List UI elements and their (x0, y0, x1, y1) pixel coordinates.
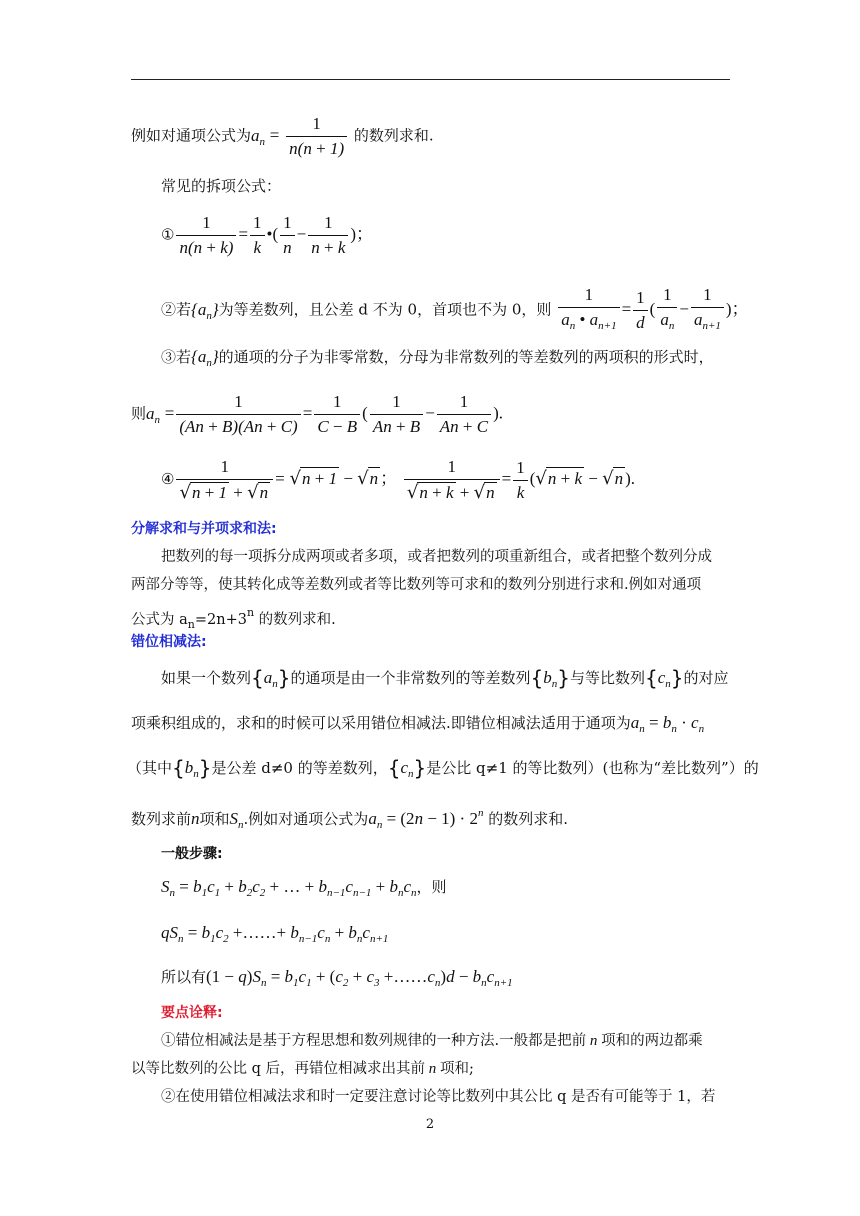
circle-mark: ④ (161, 470, 175, 488)
text: 所以有 (161, 968, 207, 986)
text: ③若 (161, 348, 192, 366)
step-2: $qS_n = b_1c_2$ +……+ $b_{n-1}c_n + b_nc_{n+1}$ (161, 923, 389, 945)
text: 的数列求和. (353, 126, 434, 145)
text: .例如对通项公式为 (243, 810, 369, 828)
common-formulas-label: 常见的拆项公式： (161, 177, 282, 195)
text: 则 (131, 404, 147, 423)
paragraph-1a: 把数列的每一项拆分成两项或者多项，或者把数列的项重新组合，或者把整个数列分成 (161, 549, 712, 565)
text: ，则 (416, 878, 447, 896)
paragraph-2b: 项乘积组成的，求和的时候可以采用错位相减法.即错位相减法适用于通项为$a_n = b_n \cdot c_n$ (131, 713, 705, 735)
text: 的数列求和. (488, 810, 569, 828)
paragraph-3a: ①错位相减法是基于方程思想和数列规律的一种方法.一般都是把前 n 项和的两边都乘 (161, 1033, 703, 1049)
text: 的通项是由一个非常数列的等差数列 (290, 669, 531, 687)
text: （其中 (127, 759, 173, 777)
paragraph-1b: 两部分等等，使其转化成等差数列或者等比数列等可求和的数列分别进行求和.例如对通项 (131, 577, 702, 593)
text: 例如对通项公式为 (131, 126, 252, 145)
text: ②若 (161, 300, 192, 319)
formula-3-condition: ③若$\{a_n\}$的通项的分子为非零常数，分母为非常数列的等差数列的两项积的形式时， (161, 347, 714, 369)
page-number: 2 (425, 1117, 435, 1132)
text: =2n+3 (194, 612, 247, 628)
text: 与等比数列 (569, 669, 645, 687)
text: 数列求前 (131, 810, 192, 828)
paragraph-2d: 数列求前n项和$S_n$.例如对通项公式为$a_n = (2n - 1) \cdot 2^n$ 的数列求和. (131, 807, 569, 831)
text: 项和 (199, 810, 230, 828)
text: 以等比数列的公比 q 后，再错位相减求出其前 (131, 1061, 425, 1077)
formula-4: ④ $\frac{1}{√n + 1 + √n}$ = √n + 1 − √n ； $\frac{1}{√n + k + √n}$ = $\frac{1}{k}$ (√n + k − √n ). (161, 457, 636, 503)
formula-2: ②若$\{a_n\}$为等差数列，且公差 d 不为 0，首项也不为 0，则 $\frac{1}{a_n • a_{n+1}}$ = $\frac{1}{d}$ ( $\frac{1}{a_n}$ − $\frac{1}{a_{n+1}}$ )； (161, 285, 761, 336)
text: ①错位相减法是基于方程思想和数列规律的一种方法.一般都是把前 (161, 1033, 587, 1049)
paragraph-2c: （其中$\{b_n\}$是公差 d≠0 的等差数列，$\{c_n\}$是公比 q≠1 的等比数列）(也称为“差比数列”）的 (127, 756, 759, 780)
text: 为等差数列，且公差 d 不为 0，首项也不为 0，则 (218, 300, 552, 319)
general-steps-heading: 一般步骤: (161, 846, 223, 862)
formula-3: 则$a_n$ = $\frac{1}{(An + B)(An + C)}$ = $\frac{1}{C - B}$ ( $\frac{1}{An + B}$ − $\frac{1}{An + C}$ ). (131, 392, 504, 436)
text: 的对应 (683, 669, 729, 687)
header-rule (131, 79, 730, 80)
text: 的通项的分子为非零常数，分母为非常数列的等差数列的两项积的形式时， (218, 348, 714, 366)
text: 是公差 d≠0 的等差数列， (211, 759, 388, 777)
formula: $a_n$ (251, 125, 266, 148)
text: 项和; (440, 1061, 474, 1077)
key-points-heading: 要点诠释: (161, 1005, 223, 1021)
text: 如果一个数列 (161, 669, 252, 687)
paragraph-1c: 公式为 $a_n=2n+3^n$ 的数列求和. (131, 606, 336, 631)
example-line: 例如对通项公式为$a_n$ = $\frac{1}{n(n + 1)}$ 的数列求和. (131, 114, 434, 158)
section-heading-decompose: 分解求和与并项求和法: (131, 521, 277, 537)
text: 项乘积组成的，求和的时候可以采用错位相减法.即错位相减法适用于通项为 (131, 714, 631, 732)
paragraph-3c: ②在使用错位相减法求和时一定要注意讨论等比数列中其公比 q 是否有可能等于 1，若 (161, 1089, 716, 1105)
paragraph-3b: 以等比数列的公比 q 后，再错位相减求出其前 n 项和; (131, 1061, 474, 1077)
step-3: 所以有$(1 - q)S_n = b_1c_1 + (c_2 + c_3$ $+\dots\dots c_n)d - b_nc_{n+1}$ (161, 967, 513, 989)
section-heading-dislocation: 错位相减法: (131, 634, 207, 650)
step-1: $S_n = b_1c_1 + b_2c_2$ + … + $b_{n-1}c_{n-1} + b_nc_n$，则 (161, 877, 447, 899)
text: 是公比 q≠1 的等比数列）(也称为“差比数列”）的 (426, 759, 759, 777)
formula-1: ① $\frac{1}{n(n + k)}$ = $\frac{1}{k}$ •( $\frac{1}{n}$ − $\frac{1}{n + k}$ )； (161, 213, 374, 257)
circle-mark: ① (161, 225, 175, 244)
text: 公式为 a (131, 612, 188, 628)
fraction: $\frac{1}{n(n + 1)}$ (286, 114, 347, 159)
text: 项和的两边都乘 (601, 1033, 703, 1049)
paragraph-2a: 如果一个数列$\{a_n\}$的通项是由一个非常数列的等差数列$\{b_n\}$与等比数列$\{c_n\}$的对应 (161, 666, 729, 690)
text: 的数列求和. (258, 612, 336, 628)
